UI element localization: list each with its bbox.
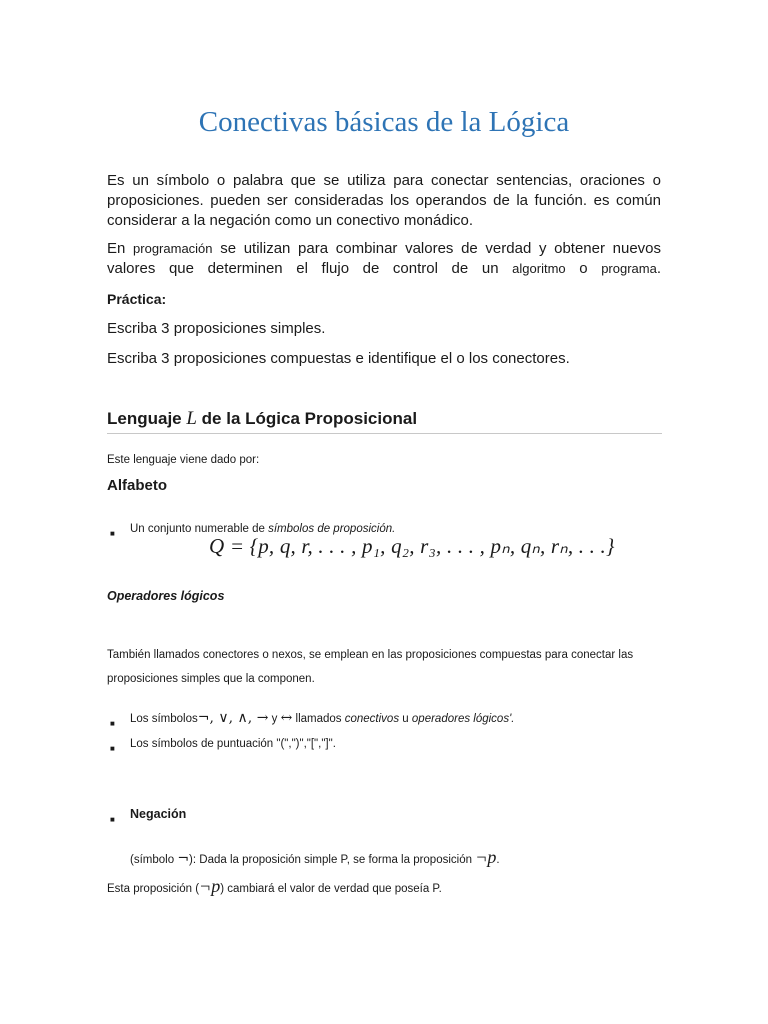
bullet2-text-b: llamados (295, 713, 342, 725)
negation-effect (107, 876, 442, 897)
bullet1-emphasis: símbolos de proposición. (268, 523, 396, 535)
operators-text-line2: proposiciones simples que la componen. (107, 673, 315, 685)
p2-text-b: se utilizan para combinar valores de verdad y obtener nuevos valores que determinen el flujo de control de un (107, 240, 662, 277)
keyword-programa: programa (601, 261, 657, 276)
final-text-b: ) cambiará el valor de verdad que poseía P. (220, 883, 442, 895)
final-text-a: Esta proposición ( (107, 883, 200, 895)
negation-text-a: (símbolo (130, 854, 175, 866)
bullet2-u: u (402, 713, 409, 725)
square-bullet-icon: ■ (110, 719, 115, 728)
negation-heading: Negación (130, 807, 187, 821)
proposition-set-formula: Q = {p, q, r, . . . , p₁, q₂, r₃, . . . , pₙ, qₙ, rₙ, . . .} (209, 534, 615, 558)
negation-definition (130, 847, 500, 868)
section-heading-b: de la Lógica Proposicional (201, 409, 418, 428)
page-title: Conectivas básicas de la Lógica (198, 106, 570, 138)
operators-heading: Operadores lógicos (107, 589, 225, 603)
section-heading (107, 408, 417, 430)
intro-paragraph: Es un símbolo o palabra que se utiliza para conectar sentencias, oraciones o proposiciones. pueden ser consideradas los operandos de la función. es común considerar a la negación como un conectivo monádico. (107, 172, 661, 229)
negation-math: ¬p (475, 847, 497, 867)
operators-text-line1: También llamados conectores o nexos, se emplean en las proposiciones compuestas para conectar las (107, 649, 634, 661)
final-math: ¬p (199, 876, 221, 896)
bullet2-emphasis-1: conectivos (344, 713, 400, 725)
practice-item-2: Escriba 3 proposiciones compuestas e identifique el o los conectores. (107, 350, 570, 367)
square-bullet-icon: ■ (110, 815, 115, 824)
square-bullet-icon: ■ (110, 529, 115, 538)
keyword-programacion: programación (133, 241, 213, 256)
bullet2-y: y (271, 713, 278, 725)
negation-end: . (496, 854, 500, 866)
square-bullet-icon: ■ (110, 744, 115, 753)
biconditional-symbol: ↔ (280, 710, 293, 726)
p2-text-c: o (579, 260, 588, 277)
practice-heading: Práctica: (107, 291, 167, 307)
p2-text-d: . (656, 260, 661, 277)
p2-text-a: En (107, 240, 126, 257)
negation-text-b: ): Dada la proposición simple P, se forma la proposición (189, 854, 473, 866)
negation-symbol: ¬ (177, 851, 190, 867)
section-heading-a: Lenguaje (107, 409, 182, 428)
connective-symbols: ¬, ∨, ∧, → (197, 710, 269, 726)
bullet1-text: Un conjunto numerable de (130, 523, 265, 535)
language-intro: Este lenguaje viene dado por: (107, 454, 260, 466)
bullet2-emphasis-2: operadores lógicos'. (411, 713, 515, 725)
section-divider (107, 433, 662, 434)
alphabet-heading: Alfabeto (107, 477, 167, 494)
programming-paragraph (107, 239, 661, 279)
bullet-punctuation: Los símbolos de puntuación "(",")","[","]". (130, 738, 336, 750)
keyword-algoritmo: algoritmo (512, 261, 566, 276)
practice-item-1: Escriba 3 proposiciones simples. (107, 320, 326, 337)
bullet2-text-a: Los símbolos (130, 713, 198, 725)
bullet-connectives (130, 710, 514, 726)
section-heading-math: L (186, 408, 197, 429)
